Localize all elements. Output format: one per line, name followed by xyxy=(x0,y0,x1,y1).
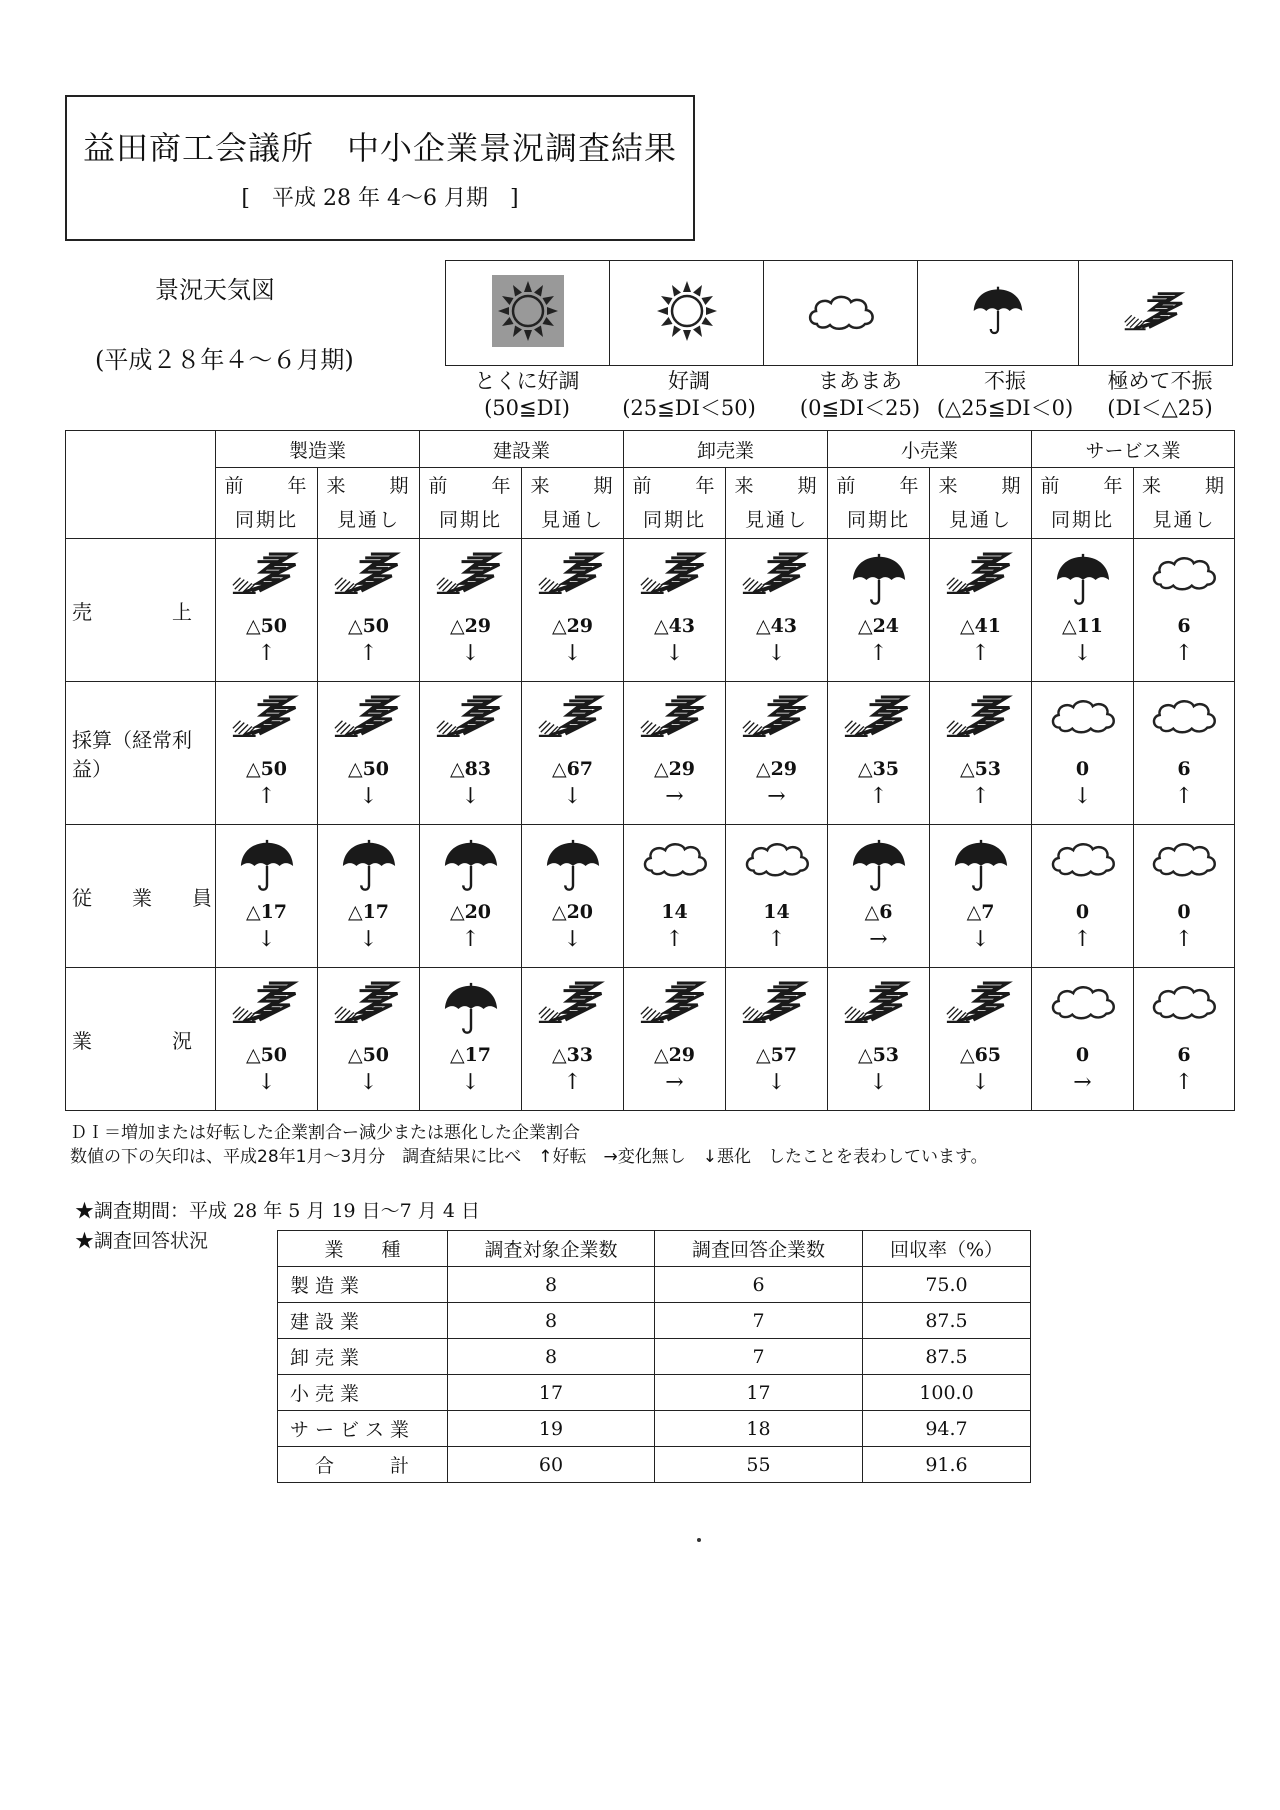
weather-cell xyxy=(522,682,624,825)
lightning-icon xyxy=(216,551,317,607)
table-row xyxy=(66,968,1235,1111)
trend-arrow: ↑ xyxy=(257,641,276,666)
subheader-yoy-line2: 同期比 xyxy=(642,509,706,531)
di-value: △57 xyxy=(755,1044,798,1066)
legend-label-0-name: とくに好調 xyxy=(474,369,580,393)
weather-cell xyxy=(1032,825,1134,968)
subheader-outlook-line1: 来 期 xyxy=(1141,475,1226,497)
trend-arrow: ↓ xyxy=(971,927,990,952)
subheader-yoy xyxy=(1032,468,1134,539)
umbrella-icon xyxy=(522,837,623,893)
trend-arrow: ↑ xyxy=(1174,927,1194,952)
trend-arrow: ↓ xyxy=(563,641,582,666)
response-header-row xyxy=(278,1231,1031,1267)
subheader-yoy-line1: 前 年 xyxy=(224,475,309,497)
subheader-outlook-line1: 来 期 xyxy=(734,475,819,497)
legend-cell-2 xyxy=(764,261,918,366)
lightning-icon xyxy=(318,694,419,750)
subheader-yoy-line2: 同期比 xyxy=(438,509,502,531)
weather-cell xyxy=(726,968,828,1111)
weather-cell xyxy=(216,539,318,682)
umbrella-icon xyxy=(971,284,1025,342)
trend-arrow: ↓ xyxy=(359,1070,378,1095)
sun-icon xyxy=(651,275,723,351)
legend-cell-1 xyxy=(610,261,764,366)
di-value: △17 xyxy=(347,901,390,923)
sector-header-3: 小売業 xyxy=(828,431,1032,468)
arrow-explanation-note: 数値の下の矢印は、平成28年1月～3月分 調査結果に比べ ↑好転 →変化無し ↓悪化 したことを表わしています。 xyxy=(70,1147,988,1167)
lightning-icon xyxy=(522,980,623,1036)
trend-arrow: ↓ xyxy=(359,784,378,809)
weather-cell xyxy=(1032,682,1134,825)
trend-arrow: ↑ xyxy=(971,784,990,809)
weather-cell xyxy=(318,968,420,1111)
sector-header-0: 製造業 xyxy=(216,431,420,468)
di-value: △17 xyxy=(449,1044,492,1066)
trend-arrow: ↑ xyxy=(563,1070,582,1095)
lightning-icon xyxy=(522,551,623,607)
industry-cell: 小売業 xyxy=(278,1375,448,1411)
umbrella-icon xyxy=(1032,551,1133,607)
legend-label-0-range: (50≦DI) xyxy=(484,396,570,420)
response-row xyxy=(278,1375,1031,1411)
row-label: 従 業 員 xyxy=(66,825,216,968)
legend-label-1-name: 好調 xyxy=(668,369,710,393)
weather-cell xyxy=(828,539,930,682)
lightning-icon xyxy=(828,980,929,1036)
weather-cell xyxy=(1134,539,1235,682)
di-value: △20 xyxy=(551,901,594,923)
di-value: △43 xyxy=(755,615,798,637)
subheader-yoy-line1: 前 年 xyxy=(428,475,513,497)
row-label: 業 況 xyxy=(66,968,216,1111)
subheader-yoy-line1: 前 年 xyxy=(632,475,717,497)
subheader-outlook-line2: 見通し xyxy=(1152,509,1216,531)
lightning-icon xyxy=(624,551,725,607)
umbrella-icon xyxy=(930,837,1031,893)
weather-cell xyxy=(1032,968,1134,1111)
response-value-cell: 55 xyxy=(655,1447,863,1483)
industry-cell: 建設業 xyxy=(278,1303,448,1339)
di-value: 14 xyxy=(763,901,790,923)
di-value: △43 xyxy=(653,615,696,637)
weather-cell xyxy=(1134,682,1235,825)
legend-cell-0 xyxy=(446,261,610,366)
subheader-yoy-line2: 同期比 xyxy=(1050,509,1114,531)
response-row xyxy=(278,1339,1031,1375)
trend-arrow: → xyxy=(767,784,786,809)
subheader-outlook xyxy=(522,468,624,539)
subheader-outlook xyxy=(318,468,420,539)
weather-cell xyxy=(930,968,1032,1111)
response-table-body xyxy=(278,1231,1031,1483)
di-value: △6 xyxy=(864,901,893,923)
di-value: △50 xyxy=(347,615,390,637)
trend-arrow: → xyxy=(1073,1070,1092,1095)
response-value-cell: 17 xyxy=(655,1375,863,1411)
table-row xyxy=(66,539,1235,682)
trend-arrow: ↑ xyxy=(1174,1070,1194,1095)
trend-arrow: ↑ xyxy=(869,784,888,809)
response-value-cell: 17 xyxy=(448,1375,655,1411)
weather-cell xyxy=(1134,968,1235,1111)
di-value: △29 xyxy=(449,615,492,637)
subheader-outlook-line1: 来 期 xyxy=(326,475,411,497)
cloud-icon xyxy=(726,837,827,893)
sector-header-2: 卸売業 xyxy=(624,431,828,468)
legend-label-1 xyxy=(609,368,769,422)
weather-cell xyxy=(624,825,726,968)
weather-cell xyxy=(216,825,318,968)
di-value: △29 xyxy=(551,615,594,637)
lightning-icon xyxy=(318,980,419,1036)
response-table xyxy=(277,1230,1031,1483)
trend-arrow: ↓ xyxy=(563,927,582,952)
response-header-cell: 調査対象企業数 xyxy=(448,1231,655,1267)
industry-cell: 合 計 xyxy=(278,1447,448,1483)
di-value: 6 xyxy=(1177,758,1191,780)
trend-arrow: ↓ xyxy=(767,641,786,666)
legend-label-4 xyxy=(1080,368,1240,422)
legend-label-2 xyxy=(780,368,940,422)
response-value-cell: 7 xyxy=(655,1303,863,1339)
lightning-icon xyxy=(216,980,317,1036)
di-value: △17 xyxy=(245,901,288,923)
legend-label-3-range: (△25≦DI＜0) xyxy=(936,396,1074,420)
weather-table-body xyxy=(66,539,1235,1111)
cloud-icon xyxy=(1134,980,1234,1036)
cloud-icon xyxy=(1032,694,1133,750)
weather-cell xyxy=(1032,539,1134,682)
weather-cell xyxy=(216,682,318,825)
weather-cell xyxy=(522,539,624,682)
trend-arrow: ↓ xyxy=(869,1070,888,1095)
response-row xyxy=(278,1303,1031,1339)
di-value: 0 xyxy=(1075,1044,1090,1066)
response-header-cell: 業 種 xyxy=(278,1231,448,1267)
trend-arrow: ↓ xyxy=(665,641,684,666)
di-value: 0 xyxy=(1075,758,1090,780)
di-value: 6 xyxy=(1177,1044,1191,1066)
cloud-icon xyxy=(1134,694,1234,750)
response-value-cell: 100.0 xyxy=(863,1375,1031,1411)
weather-cell xyxy=(1134,825,1235,968)
di-value: △33 xyxy=(551,1044,594,1066)
lightning-icon xyxy=(930,694,1031,750)
table-row xyxy=(66,825,1235,968)
weather-cell xyxy=(318,682,420,825)
umbrella-icon xyxy=(828,551,929,607)
legend-label-0 xyxy=(447,368,607,422)
weather-cell xyxy=(318,539,420,682)
umbrella-icon xyxy=(318,837,419,893)
sector-header-4: サービス業 xyxy=(1032,431,1235,468)
subheader-yoy-line2: 同期比 xyxy=(234,509,298,531)
weather-cell xyxy=(420,825,522,968)
lightning-icon xyxy=(726,551,827,607)
stray-dot xyxy=(697,1538,701,1542)
weather-cell xyxy=(930,539,1032,682)
weather-cell xyxy=(420,539,522,682)
weather-cell xyxy=(522,825,624,968)
survey-response-heading: ★調査回答状況 xyxy=(75,1230,209,1252)
trend-arrow: ↓ xyxy=(767,1070,786,1095)
trend-arrow: → xyxy=(665,1070,684,1095)
response-row xyxy=(278,1267,1031,1303)
page-title: 益田商工会議所 中小企業景況調査結果 xyxy=(82,129,677,167)
di-value: △65 xyxy=(959,1044,1002,1066)
trend-arrow: ↓ xyxy=(563,784,582,809)
weather-cell xyxy=(216,968,318,1111)
cloud-icon xyxy=(624,837,725,893)
weather-cell xyxy=(726,825,828,968)
weather-cell xyxy=(624,968,726,1111)
trend-arrow: ↓ xyxy=(461,1070,480,1095)
lightning-icon xyxy=(318,551,419,607)
row-label: 採算（経常利益） xyxy=(66,682,216,825)
di-value: 6 xyxy=(1177,615,1191,637)
umbrella-icon xyxy=(828,837,929,893)
response-value-cell: 7 xyxy=(655,1339,863,1375)
lightning-icon xyxy=(1123,291,1189,335)
trend-arrow: ↓ xyxy=(1073,784,1092,809)
di-value: △53 xyxy=(959,758,1002,780)
weather-cell xyxy=(930,682,1032,825)
lightning-icon xyxy=(930,551,1031,607)
legend-heading: 景況天気図 xyxy=(155,276,275,304)
di-value: 0 xyxy=(1177,901,1191,923)
di-definition-note: ＤＩ＝増加または好転した企業割合ー減少または悪化した企業割合 xyxy=(70,1123,580,1143)
di-value: △50 xyxy=(347,1044,390,1066)
trend-arrow: ↑ xyxy=(1174,641,1194,666)
industry-cell: サービス業 xyxy=(278,1411,448,1447)
subheader-yoy xyxy=(624,468,726,539)
weather-cell xyxy=(828,968,930,1111)
corner-cell xyxy=(66,431,216,539)
trend-arrow: ↑ xyxy=(1073,927,1092,952)
response-value-cell: 60 xyxy=(448,1447,655,1483)
weather-table xyxy=(65,430,1235,1111)
table-row xyxy=(66,682,1235,825)
subheader-outlook-line1: 来 期 xyxy=(530,475,615,497)
subheader-yoy xyxy=(216,468,318,539)
subheader-yoy xyxy=(828,468,930,539)
sun-shaded-icon xyxy=(492,275,564,351)
subheader-outlook-line2: 見通し xyxy=(336,509,400,531)
trend-arrow: → xyxy=(869,927,888,952)
legend-label-3 xyxy=(925,368,1085,422)
response-value-cell: 87.5 xyxy=(863,1303,1031,1339)
title-box xyxy=(65,95,695,241)
umbrella-icon xyxy=(420,837,521,893)
weather-cell xyxy=(624,539,726,682)
lightning-icon xyxy=(420,551,521,607)
legend-table xyxy=(445,260,1233,366)
di-value: △20 xyxy=(449,901,492,923)
trend-arrow: ↓ xyxy=(359,927,378,952)
trend-arrow: ↓ xyxy=(461,784,480,809)
trend-arrow: → xyxy=(665,784,684,809)
weather-cell xyxy=(726,682,828,825)
response-value-cell: 8 xyxy=(448,1339,655,1375)
di-value: 14 xyxy=(661,901,688,923)
cloud-icon xyxy=(805,289,877,337)
legend-label-4-name: 極めて不振 xyxy=(1107,369,1213,393)
weather-cell xyxy=(828,682,930,825)
response-header-cell: 調査回答企業数 xyxy=(655,1231,863,1267)
trend-arrow: ↑ xyxy=(971,641,990,666)
legend-label-1-range: (25≦DI＜50) xyxy=(622,396,756,420)
di-value: 0 xyxy=(1075,901,1090,923)
lightning-icon xyxy=(930,980,1031,1036)
row-label: 売 上 xyxy=(66,539,216,682)
trend-arrow: ↓ xyxy=(971,1070,990,1095)
legend-label-4-range: (DI＜△25) xyxy=(1107,396,1213,420)
response-value-cell: 6 xyxy=(655,1267,863,1303)
subheader-outlook xyxy=(726,468,828,539)
weather-cell xyxy=(522,968,624,1111)
subheader-yoy-line2: 同期比 xyxy=(846,509,910,531)
response-value-cell: 8 xyxy=(448,1267,655,1303)
response-row xyxy=(278,1447,1031,1483)
di-value: △11 xyxy=(1061,615,1104,637)
weather-cell xyxy=(318,825,420,968)
trend-arrow: ↓ xyxy=(257,1070,276,1095)
legend-label-3-name: 不振 xyxy=(984,369,1026,393)
sector-header-1: 建設業 xyxy=(420,431,624,468)
legend-label-2-range: (0≦DI＜25) xyxy=(799,396,921,420)
subheader-outlook-line2: 見通し xyxy=(744,509,808,531)
response-value-cell: 18 xyxy=(655,1411,863,1447)
lightning-icon xyxy=(828,694,929,750)
lightning-icon xyxy=(216,694,317,750)
di-value: △41 xyxy=(959,615,1002,637)
trend-arrow: ↑ xyxy=(1174,784,1194,809)
weather-cell xyxy=(726,539,828,682)
di-value: △29 xyxy=(653,758,696,780)
umbrella-icon xyxy=(420,980,521,1036)
di-value: △50 xyxy=(245,1044,288,1066)
lightning-icon xyxy=(726,980,827,1036)
lightning-icon xyxy=(420,694,521,750)
lightning-icon xyxy=(624,980,725,1036)
subheader-outlook-line2: 見通し xyxy=(540,509,604,531)
subheader-outlook-line1: 来 期 xyxy=(938,475,1023,497)
response-header-cell: 回収率（%） xyxy=(863,1231,1031,1267)
trend-arrow: ↓ xyxy=(461,641,480,666)
di-value: △53 xyxy=(857,1044,900,1066)
trend-arrow: ↓ xyxy=(257,927,276,952)
subheader-yoy xyxy=(420,468,522,539)
di-value: △83 xyxy=(449,758,492,780)
weather-cell xyxy=(420,682,522,825)
trend-arrow: ↑ xyxy=(869,641,888,666)
weather-cell xyxy=(930,825,1032,968)
trend-arrow: ↑ xyxy=(767,927,786,952)
lightning-icon xyxy=(624,694,725,750)
response-value-cell: 87.5 xyxy=(863,1339,1031,1375)
legend-cell-4 xyxy=(1079,261,1233,366)
subheader-outlook-line2: 見通し xyxy=(948,509,1012,531)
lightning-icon xyxy=(726,694,827,750)
response-value-cell: 94.7 xyxy=(863,1411,1031,1447)
industry-cell: 卸売業 xyxy=(278,1339,448,1375)
di-value: △29 xyxy=(755,758,798,780)
subheader-row xyxy=(66,468,1235,539)
trend-arrow: ↑ xyxy=(461,927,480,952)
di-value: △29 xyxy=(653,1044,696,1066)
trend-arrow: ↓ xyxy=(1073,641,1092,666)
subheader-outlook xyxy=(1134,468,1235,539)
di-value: △50 xyxy=(245,615,288,637)
weather-cell xyxy=(828,825,930,968)
di-value: △50 xyxy=(347,758,390,780)
page-period: [ 平成 28 年 4～6 月期 ] xyxy=(241,186,519,211)
di-value: △35 xyxy=(857,758,900,780)
legend-period: (平成２８年４～６月期) xyxy=(95,346,354,374)
trend-arrow: ↑ xyxy=(665,927,684,952)
survey-period: ★調査期間：平成 28 年 5 月 19 日～7 月 4 日 xyxy=(75,1200,480,1222)
trend-arrow: ↑ xyxy=(257,784,276,809)
cloud-icon xyxy=(1032,980,1133,1036)
response-value-cell: 19 xyxy=(448,1411,655,1447)
subheader-yoy-line1: 前 年 xyxy=(1040,475,1125,497)
response-row xyxy=(278,1411,1031,1447)
cloud-icon xyxy=(1134,837,1234,893)
di-value: △7 xyxy=(966,901,995,923)
cloud-icon xyxy=(1134,551,1234,607)
di-value: △50 xyxy=(245,758,288,780)
weather-cell xyxy=(624,682,726,825)
legend-cell-3 xyxy=(918,261,1079,366)
response-value-cell: 8 xyxy=(448,1303,655,1339)
di-value: △24 xyxy=(857,615,900,637)
di-value: △67 xyxy=(551,758,594,780)
subheader-yoy-line1: 前 年 xyxy=(836,475,921,497)
cloud-icon xyxy=(1032,837,1133,893)
weather-cell xyxy=(420,968,522,1111)
lightning-icon xyxy=(522,694,623,750)
response-value-cell: 91.6 xyxy=(863,1447,1031,1483)
umbrella-icon xyxy=(216,837,317,893)
response-value-cell: 75.0 xyxy=(863,1267,1031,1303)
trend-arrow: ↑ xyxy=(359,641,378,666)
legend-label-2-name: まあまあ xyxy=(818,369,902,393)
industry-cell: 製造業 xyxy=(278,1267,448,1303)
subheader-outlook xyxy=(930,468,1032,539)
